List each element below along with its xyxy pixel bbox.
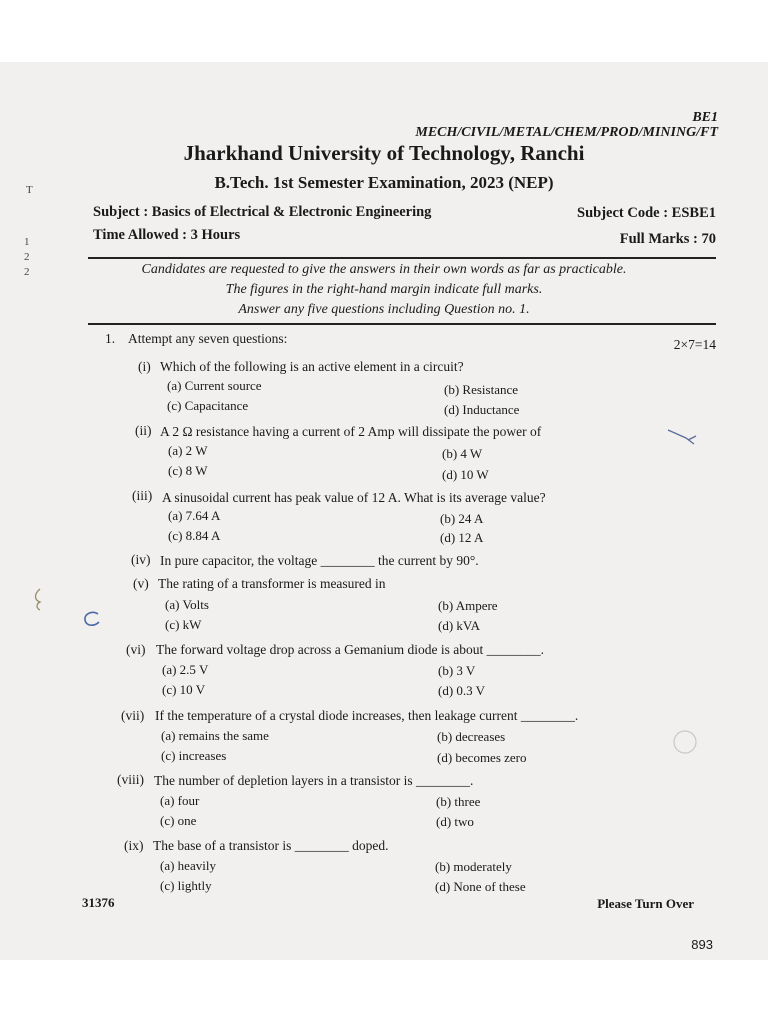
sub-question-text: The rating of a transformer is measured in — [158, 576, 386, 591]
exam-paper — [0, 62, 768, 960]
sub-question-number: (vii) — [121, 708, 145, 723]
sub-question-text: A 2 Ω resistance having a current of 2 Amp will dissipate the power of — [160, 424, 542, 439]
instruction-line: The figures in the right-hand margin indicate full marks. — [225, 282, 543, 297]
sub-question-number: (ii) — [135, 423, 152, 438]
sub-question-number: (i) — [138, 359, 151, 374]
sub-question-text: In pure capacitor, the voltage ________ the current by 90°. — [160, 553, 479, 568]
sub-question-text: The base of a transistor is ________ doped. — [153, 838, 389, 853]
question-prompt: Attempt any seven questions: — [128, 331, 288, 346]
instruction-line: Answer any five questions including Question no. 1. — [238, 302, 530, 317]
instruction-line: Candidates are requested to give the answers in their own words as far as practicable. — [141, 262, 627, 277]
sub-question-number: (iv) — [131, 552, 151, 567]
sub-question-text: The forward voltage drop across a Gemanium diode is about ________. — [156, 642, 545, 657]
sub-question-number: (ix) — [124, 838, 144, 853]
option: (c) kW — [165, 617, 202, 632]
exam-title: B.Tech. 1st Semester Examination, 2023 (NEP) — [214, 173, 554, 192]
option: (c) 10 V — [162, 682, 206, 697]
option: (c) Capacitance — [167, 398, 249, 413]
option: (b) Ampere — [438, 598, 498, 613]
option: (a) Volts — [165, 597, 209, 612]
option: (d) two — [436, 814, 474, 829]
pen-mark-icon — [664, 426, 700, 448]
sub-question-text: If the temperature of a crystal diode increases, then leakage current ________. — [155, 708, 579, 723]
option: (a) Current source — [167, 378, 262, 393]
option: (d) 12 A — [440, 530, 484, 545]
option: (a) 7.64 A — [168, 508, 221, 523]
paper-code: 31376 — [82, 895, 115, 910]
option: (d) None of these — [435, 879, 526, 894]
subject: Subject : Basics of Electrical & Electronic Engineering — [93, 204, 432, 220]
margin-mark: 2 — [24, 251, 30, 263]
option: (d) 0.3 V — [438, 683, 486, 698]
option: (b) 24 A — [440, 511, 484, 526]
option: (c) 8 W — [168, 463, 208, 478]
time-allowed: Time Allowed : 3 Hours — [93, 227, 241, 243]
pen-mark-icon — [30, 586, 46, 612]
option: (c) 8.84 A — [168, 528, 221, 543]
option: (a) four — [160, 793, 200, 808]
option: (d) Inductance — [444, 402, 520, 417]
margin-mark: 1 — [24, 236, 30, 248]
option: (a) 2 W — [168, 443, 208, 458]
sub-question-number: (v) — [133, 576, 149, 591]
full-marks: Full Marks : 70 — [619, 231, 716, 247]
option: (c) one — [160, 813, 197, 828]
instruction-divider — [88, 323, 716, 325]
option: (a) remains the same — [161, 728, 269, 743]
pen-mark-icon — [670, 727, 700, 757]
option: (a) 2.5 V — [162, 662, 209, 677]
option: (b) three — [436, 794, 481, 809]
question-number: 1. — [105, 331, 116, 346]
margin-mark: 2 — [24, 266, 30, 278]
margin-mark: T — [26, 184, 33, 196]
header-divider — [88, 257, 716, 259]
sub-question-number: (vi) — [126, 642, 146, 657]
paper-code-short: BE1 — [692, 110, 718, 125]
sub-question-text: A sinusoidal current has peak value of 12 A. What is its average value? — [162, 490, 546, 505]
university-name: Jharkhand University of Technology, Ranchi — [183, 141, 585, 165]
sub-question-number: (viii) — [117, 772, 144, 787]
option: (b) moderately — [435, 859, 512, 874]
question-marks: 2×7=14 — [673, 337, 716, 352]
sub-question-text: The number of depletion layers in a transistor is ________. — [154, 773, 474, 788]
page-number: 893 — [691, 937, 713, 952]
sub-question-text: Which of the following is an active element in a circuit? — [160, 359, 464, 374]
please-turn-over: Please Turn Over — [597, 896, 694, 911]
subject-code: Subject Code : ESBE1 — [577, 205, 716, 221]
option: (d) becomes zero — [437, 750, 527, 765]
option: (b) decreases — [437, 729, 506, 744]
option: (c) lightly — [160, 878, 212, 893]
option: (b) 3 V — [438, 663, 476, 678]
option: (d) kVA — [438, 618, 481, 633]
option: (a) heavily — [160, 858, 216, 873]
option: (b) 4 W — [442, 446, 483, 461]
option: (b) Resistance — [444, 382, 519, 397]
sub-question-number: (iii) — [132, 488, 153, 503]
option: (d) 10 W — [442, 467, 489, 482]
branch-codes: MECH/CIVIL/METAL/CHEM/PROD/MINING/FT — [415, 125, 718, 140]
pen-mark-icon — [80, 608, 104, 630]
option: (c) increases — [161, 748, 227, 763]
